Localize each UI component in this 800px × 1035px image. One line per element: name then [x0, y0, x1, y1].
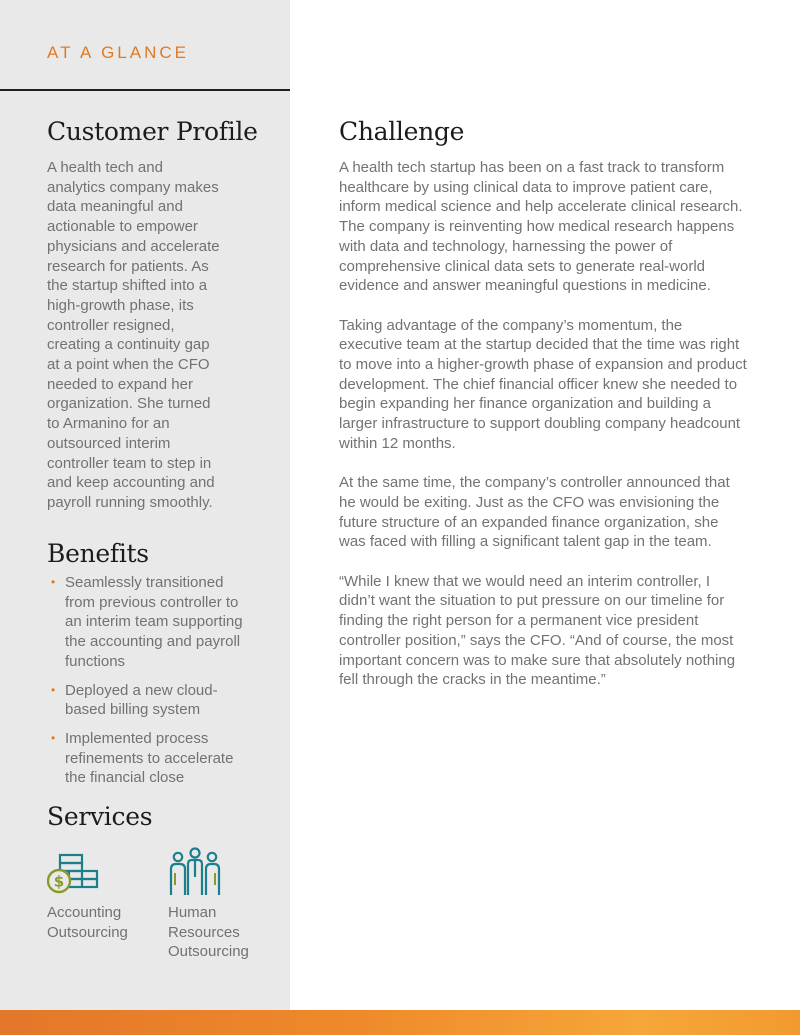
sidebar [0, 0, 290, 1010]
service-accounting [47, 847, 157, 942]
benefits-heading: Benefits [47, 539, 149, 568]
challenge-paragraph: A health tech startup has been on a fast track to transform healthcare by using clinical data to improve patient care, inform medical science and help accelerate clinical research. The company is reinventing how medical research happens with data and technology, harnessing the power of comprehensive clinical data sets to generate real-world evidence and answer meaningful questions in medicine. [339, 159, 743, 295]
benefit-item [47, 729, 247, 788]
service-label: Human Resources Outsourcing [168, 904, 249, 961]
bullet-icon: • [51, 682, 56, 697]
benefits-list [47, 573, 247, 797]
benefit-item [47, 681, 247, 720]
customer-profile-text: A health tech and analytics company makes data meaningful and actionable to empower physicians and accelerate research for patients. As the startup shifted into a high-growth phase, its controller resigned, creating a continuity gap at a point when the CFO needed to expand her organization. She turned to Armanino for an outsourced interim controller team to step in and keep accounting and payroll running smoothly. [47, 159, 220, 511]
challenge-paragraph: “While I knew that we would need an interim controller, I didn’t want the situation to put pressure on our timeline for finding the right person for a permanent vice president controller position,” says the CFO. “And of course, the most important concern was to make sure that absolutely nothing fell through the cracks in the meantime.” [339, 572, 736, 689]
accounting-icon [47, 847, 102, 897]
benefit-item [47, 573, 247, 672]
svg-text:$: $ [53, 872, 65, 891]
bullet-icon: • [51, 575, 56, 589]
challenge-body [339, 158, 749, 710]
divider [0, 89, 290, 91]
bullet-icon: • [51, 730, 56, 745]
benefit-text: Seamlessly transitioned from previous controller to an interim team supporting the accounting and payroll functions [65, 574, 243, 670]
challenge-paragraph: At the same time, the company’s controller announced that he would be exiting. Just as the CFO was envisioning the future structure of an expanded finance organization, she was faced with filling a significant talent gap in the team. [339, 474, 730, 551]
service-hr [168, 847, 278, 962]
footer-accent-bar [0, 1010, 800, 1035]
benefit-text: Deployed a new cloud-based billing system [65, 681, 218, 719]
service-label: Accounting Outsourcing [47, 904, 128, 941]
challenge-heading: Challenge [339, 117, 465, 146]
customer-profile-heading: Customer Profile [47, 117, 258, 146]
at-a-glance-label: AT A GLANCE [47, 43, 189, 62]
challenge-paragraph: Taking advantage of the company’s momentum, the executive team at the startup decided that the time was right to move into a higher-growth phase of expansion and product development. The chief financial officer knew she needed to begin expanding her finance organization and building a larger infrastructure to support doubling company headcount within 12 months. [339, 316, 747, 452]
people-icon [168, 847, 223, 897]
benefit-text: Implemented process refinements to accelerate the financial close [65, 729, 234, 787]
services-heading: Services [47, 802, 153, 831]
